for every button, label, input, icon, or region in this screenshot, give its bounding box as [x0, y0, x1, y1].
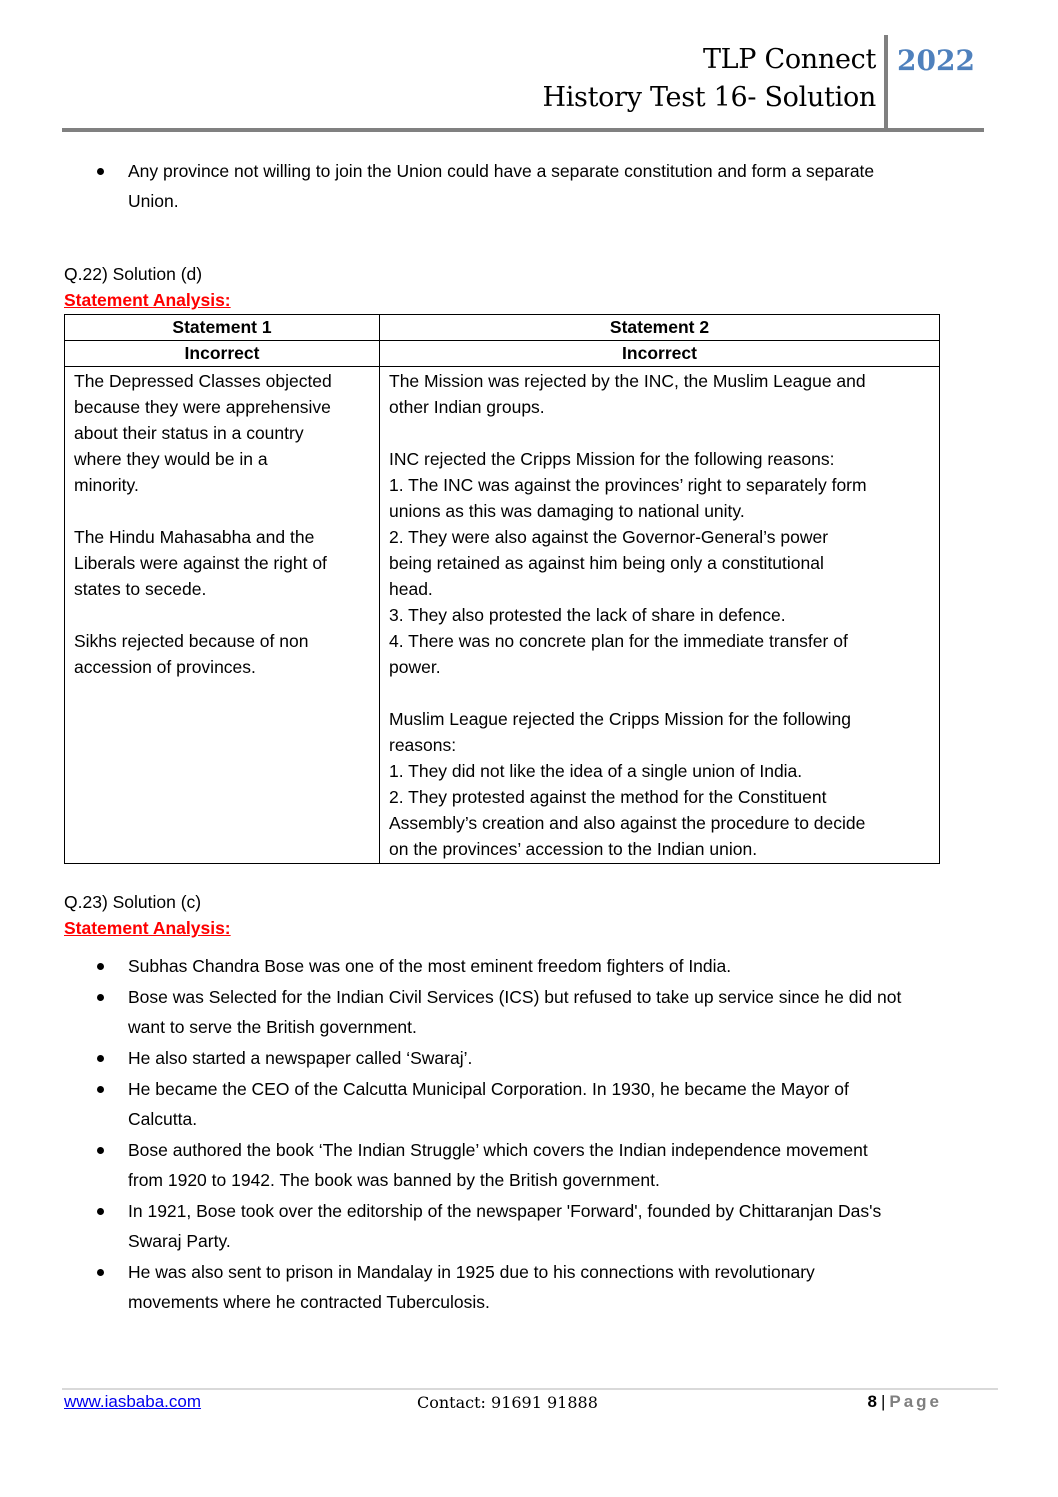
text-line: power.	[389, 657, 441, 677]
table-verdict-row	[65, 341, 940, 367]
text-line: being retained as against him being only a constitutional	[389, 553, 824, 573]
text-line: Swaraj Party.	[128, 1231, 231, 1251]
bullet-item	[128, 1135, 988, 1195]
text-line: INC rejected the Cripps Mission for the following reasons:	[389, 449, 835, 469]
text-line	[389, 680, 930, 706]
text-line: The Hindu Mahasabha and the	[74, 527, 315, 547]
q23-analysis-label: Statement Analysis:	[64, 918, 231, 938]
bullet-icon	[97, 1055, 104, 1062]
bullet-icon	[97, 1208, 104, 1215]
text-line: Union.	[128, 191, 179, 211]
text-line: because they were apprehensive	[74, 397, 331, 417]
bullet-icon	[97, 994, 104, 1001]
text-line: minority.	[74, 475, 139, 495]
text-line: on the provinces’ accession to the Indian union.	[389, 839, 758, 859]
text-line: Calcutta.	[128, 1109, 198, 1129]
text-line: Muslim League rejected the Cripps Mission for the following	[389, 709, 852, 729]
text-line	[74, 602, 370, 628]
bullet-item	[128, 982, 988, 1042]
text-line: He was also sent to prison in Mandalay in 1925 due to his connections with revolutionary	[128, 1262, 815, 1282]
website-link[interactable]: www.iasbaba.com	[64, 1392, 202, 1411]
text-line: about their status in a country	[74, 423, 304, 443]
page-label: Page	[889, 1392, 942, 1411]
header-divider	[884, 35, 888, 131]
text-line: 1. They did not like the idea of a single union of India.	[389, 761, 803, 781]
header-statement-1: Statement 1	[65, 315, 380, 341]
statement-table	[64, 314, 940, 864]
bullet-item	[128, 1074, 988, 1134]
text-line: accession of provinces.	[74, 657, 256, 677]
table-header-row	[65, 315, 940, 341]
bullet-icon	[97, 1147, 104, 1154]
text-line: Subhas Chandra Bose was one of the most eminent freedom fighters of India.	[128, 956, 732, 976]
text-line: He became the CEO of the Calcutta Municipal Corporation. In 1930, he became the Mayor of	[128, 1079, 849, 1099]
q23-title: Q.23) Solution (c)	[64, 892, 202, 912]
verdict-statement-2: Incorrect	[380, 341, 940, 367]
statement-1-explanation	[65, 367, 380, 864]
text-line: other Indian groups.	[389, 397, 545, 417]
statement-2-explanation	[380, 367, 940, 864]
text-line: where they would be in a	[74, 449, 268, 469]
text-line: Bose was Selected for the Indian Civil Services (ICS) but refused to take up service since he did not	[128, 987, 902, 1007]
text-line: 4. There was no concrete plan for the immediate transfer of	[389, 631, 848, 651]
bullet-icon	[97, 168, 104, 175]
text-line	[74, 498, 370, 524]
verdict-statement-1: Incorrect	[65, 341, 380, 367]
text-line	[389, 420, 930, 446]
header-statement-2: Statement 2	[380, 315, 940, 341]
bullet-item	[128, 1257, 988, 1317]
footer-rule	[62, 1388, 998, 1390]
contact-info: Contact: 91691 91888	[417, 1393, 598, 1412]
q22-analysis-label: Statement Analysis:	[64, 290, 231, 310]
page-number-value: 8	[867, 1392, 877, 1411]
text-line: The Depressed Classes objected	[74, 371, 332, 391]
text-line: Bose authored the book ‘The Indian Struggle’ which covers the Indian independence movement	[128, 1140, 868, 1160]
header-year: 2022	[897, 44, 975, 77]
page-separator: |	[880, 1392, 886, 1411]
bullet-icon	[97, 1086, 104, 1093]
text-line: want to serve the British government.	[128, 1017, 417, 1037]
text-line: movements where he contracted Tuberculosis.	[128, 1292, 490, 1312]
text-line: unions as this was damaging to national unity.	[389, 501, 745, 521]
bullet-item	[128, 156, 988, 216]
bullet-icon	[97, 1269, 104, 1276]
text-line: 2. They were also against the Governor-General’s power	[389, 527, 829, 547]
text-line: states to secede.	[74, 579, 207, 599]
text-line: Liberals were against the right of	[74, 553, 327, 573]
text-line: In 1921, Bose took over the editorship of the newspaper 'Forward', founded by Chittaranjan Das's	[128, 1201, 882, 1221]
header-title: TLP Connect	[702, 44, 876, 75]
text-line: 1. The INC was against the provinces’ right to separately form	[389, 475, 867, 495]
text-line: The Mission was rejected by the INC, the Muslim League and	[389, 371, 866, 391]
text-line: He also started a newspaper called ‘Swaraj’.	[128, 1048, 473, 1068]
bullet-item	[128, 1196, 988, 1256]
text-line: 3. They also protested the lack of share in defence.	[389, 605, 786, 625]
table-row	[65, 367, 940, 864]
text-line: Sikhs rejected because of non	[74, 631, 309, 651]
text-line: head.	[389, 579, 433, 599]
page-number	[867, 1392, 942, 1412]
text-line: reasons:	[389, 735, 457, 755]
bullet-icon	[97, 963, 104, 970]
header-subtitle: History Test 16- Solution	[542, 82, 876, 113]
text-line: 2. They protested against the method for the Constituent	[389, 787, 827, 807]
header-rule	[62, 128, 984, 132]
bullet-item	[128, 951, 988, 981]
text-line: from 1920 to 1942. The book was banned by the British government.	[128, 1170, 660, 1190]
text-line: Any province not willing to join the Union could have a separate constitution and form a separate	[128, 161, 875, 181]
q22-title: Q.22) Solution (d)	[64, 264, 203, 284]
text-line: Assembly’s creation and also against the procedure to decide	[389, 813, 866, 833]
bullet-item	[128, 1043, 988, 1073]
